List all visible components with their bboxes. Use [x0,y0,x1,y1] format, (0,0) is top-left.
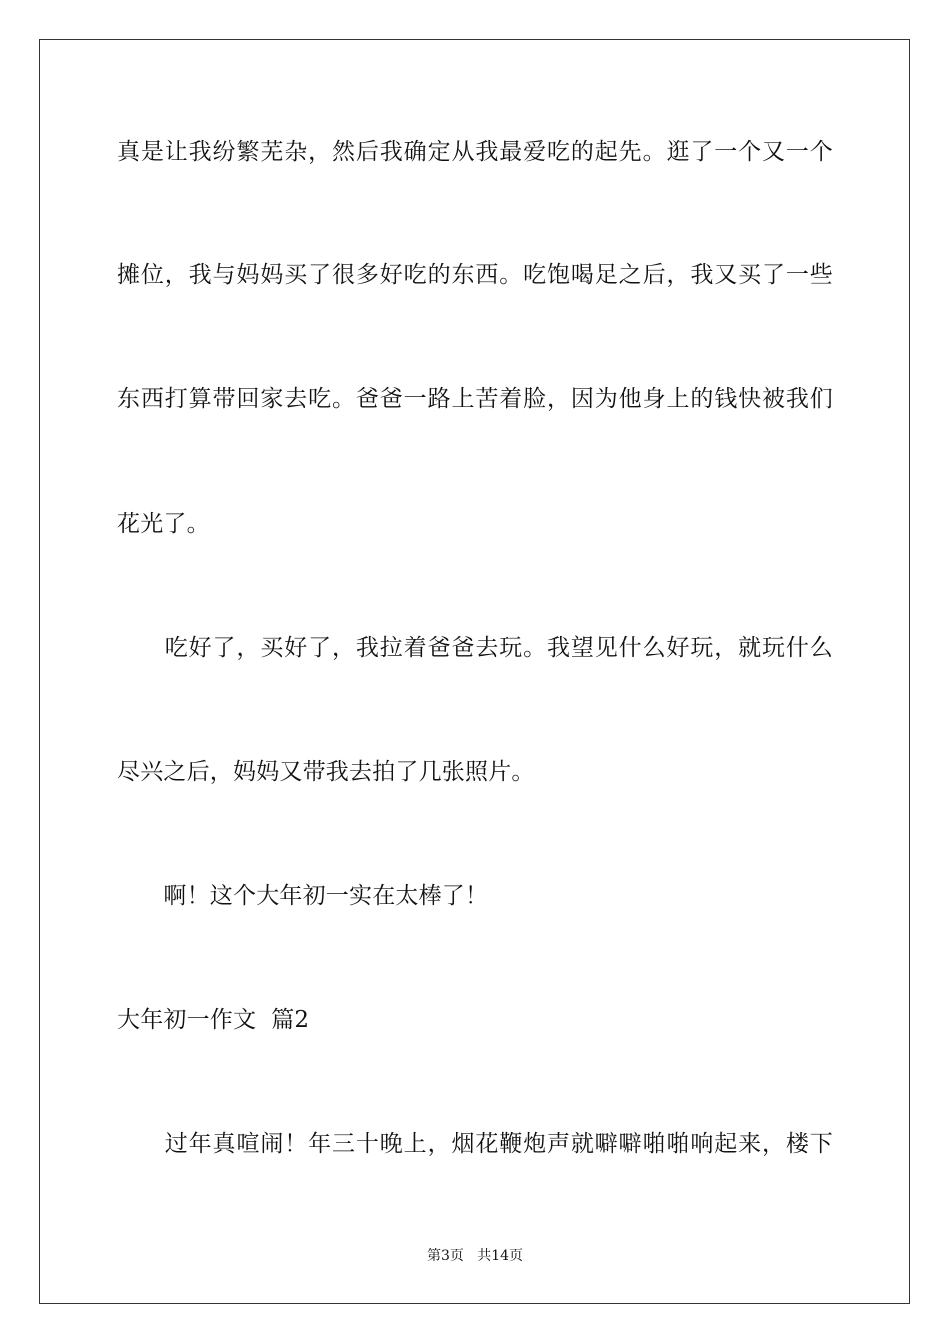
section-heading: 大年初一作文 篇2 [117,1007,310,1033]
page-number-footer: 第3页 共14页 [426,1248,524,1264]
text-line-4: 花光了。 [117,511,210,537]
text-line-3: 东西打算带回家去吃。爸爸一路上苦着脸，因为他身上的钱快被我们 [117,386,833,412]
text-line-9: 过年真喧闹！年三十晚上，烟花鞭炮声就噼噼啪啪响起来，楼下 [117,1131,833,1157]
text-line-1: 真是让我纷繁芜杂，然后我确定从我最爱吃的起先。逛了一个又一个 [117,139,833,165]
text-line-7: 啊！这个大年初一实在太棒了！ [117,883,489,909]
page-border [39,39,910,1304]
text-line-5: 吃好了，买好了，我拉着爸爸去玩。我望见什么好玩，就玩什么 [117,635,833,661]
text-line-6: 尽兴之后，妈妈又带我去拍了几张照片。 [117,759,535,785]
text-line-2: 摊位，我与妈妈买了很多好吃的东西。吃饱喝足之后，我又买了一些 [117,262,833,288]
